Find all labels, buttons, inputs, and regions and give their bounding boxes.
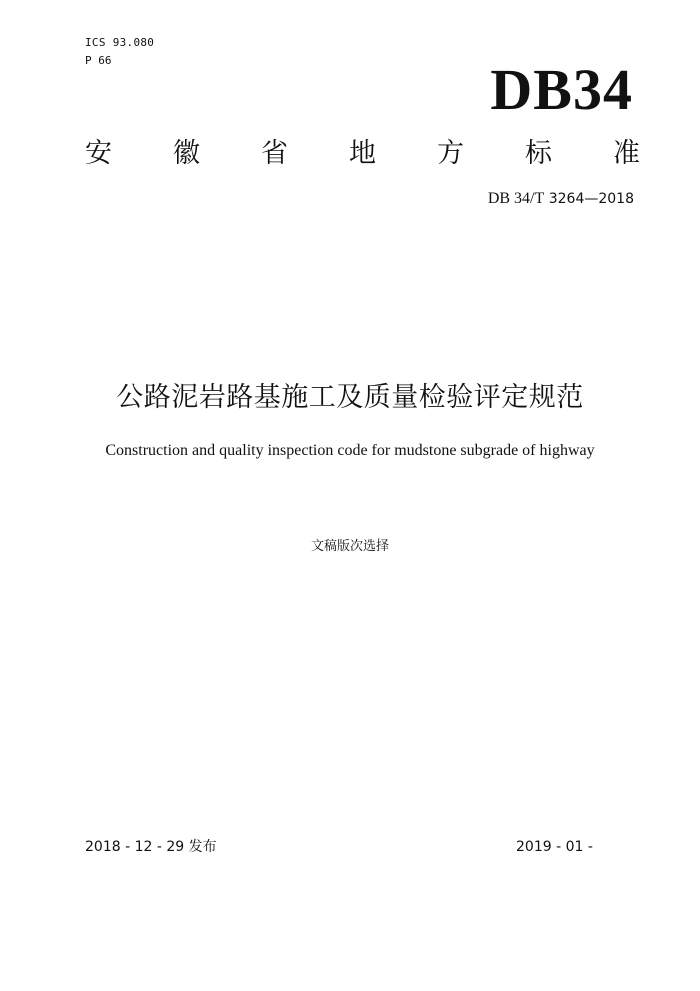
standard-type-char: 省 [261,138,288,169]
ics-code: ICS 93.080 [85,36,155,49]
standard-type-heading [85,136,640,172]
standard-logo: DB34 [490,57,633,122]
issue-date: 2018 - 12 - 29 发布 [85,839,217,855]
standard-number-prefix: DB 34/T [487,190,545,207]
standard-type-char: 安 [85,138,112,169]
standard-number-value: 3264—2018 [548,191,634,207]
draft-version-note: 文稿版次选择 [310,539,389,554]
standard-type-char: 方 [437,138,464,169]
standard-number [488,190,634,208]
standard-type-char: 地 [349,138,376,169]
standard-type-char: 徽 [173,138,200,169]
standard-type-char: 标 [525,138,552,169]
document-title-chinese: 公路泥岩路基施工及质量检验评定规范 [116,382,584,413]
implementation-date: 2019 - 01 - [516,839,593,855]
standard-type-char: 准 [613,138,640,169]
document-title-english: Construction and quality inspection code for mudstone subgrade of highway [105,442,595,459]
ccs-code: P 66 [85,54,112,67]
